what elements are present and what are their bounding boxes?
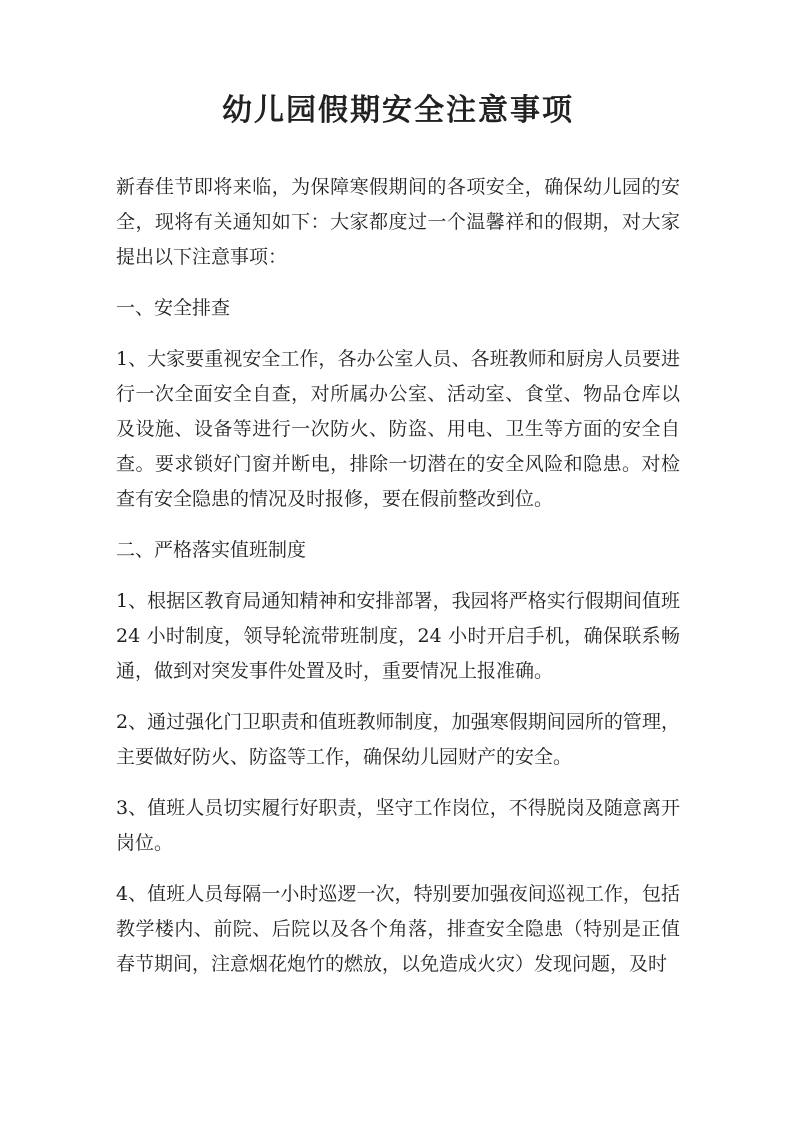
document-title: 幼儿园假期安全注意事项 <box>222 93 574 128</box>
document-content <box>116 0 680 982</box>
section-2-paragraph-2: 2、通过强化门卫职责和值班教师制度，加强寒假期间园所的管理，主要做好防火、防盗等工作，确保幼儿园财产的安全。 <box>116 711 680 768</box>
section-1-heading: 一、安全排查 <box>116 297 231 319</box>
section-2-paragraph-3: 3、值班人员切实履行好职责，坚守工作岗位，不得脱岗及随意离开岗位。 <box>116 797 680 854</box>
intro-paragraph: 新春佳节即将来临，为保障寒假期间的各项安全，确保幼儿园的安全，现将有关通知如下：大家都度过一个温馨祥和的假期，对大家提出以下注意事项： <box>116 176 680 268</box>
section-2-heading: 二、严格落实值班制度 <box>116 539 307 561</box>
section-2-paragraph-1: 1、根据区教育局通知精神和安排部署，我园将严格实行假期间值班 24 小时制度，领导轮流带班制度，24 小时开启手机，确保联系畅通，做到对突发事件处置及时，重要情况上报准确。 <box>116 590 680 682</box>
section-2-paragraph-4: 4、值班人员每隔一小时巡逻一次，特别要加强夜间巡视工作，包括教学楼内、前院、后院以及各个角落，排查安全隐患（特别是正值春节期间，注意烟花炮竹的燃放，以免造成火灾）发现问题，及时 <box>116 883 680 975</box>
section-1-paragraph-1: 1、大家要重视安全工作，各办公室人员、各班教师和厨房人员要进行一次全面安全自查，对所属办公室、活动室、食堂、物品仓库以及设施、设备等进行一次防火、防盗、用电、卫生等方面的安全自查。要求锁好门窗并断电，排除一切潜在的安全风险和隐患。对检查有安全隐患的情况及时报修，要在假前整改到位。 <box>116 348 680 510</box>
